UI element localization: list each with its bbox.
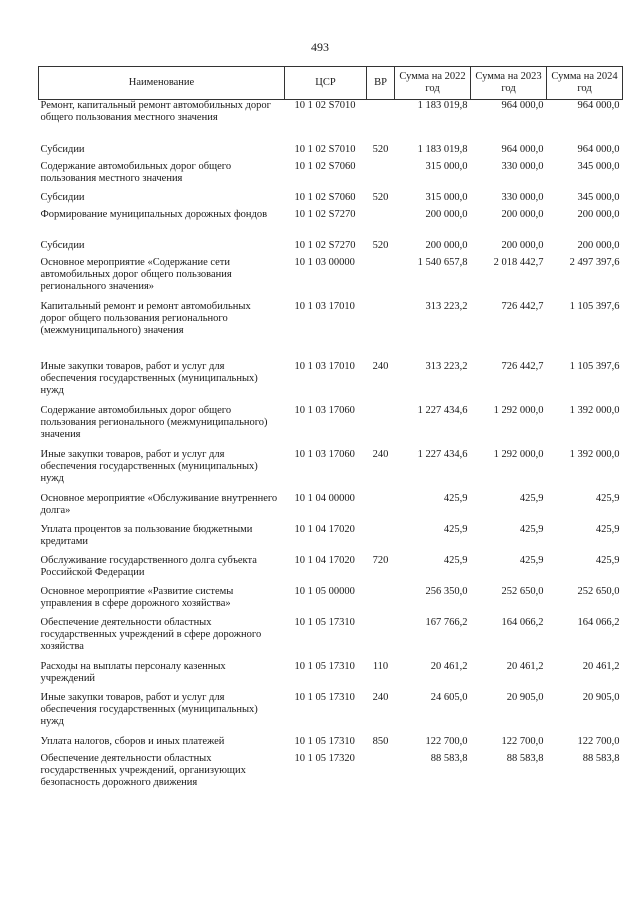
row-vr: 850 <box>372 735 389 747</box>
table-row <box>39 661 623 692</box>
header-name: Наименование <box>39 67 285 100</box>
row-sum-2022: 315 000,0 <box>425 191 468 203</box>
header-csr: ЦСР <box>285 67 367 100</box>
row-sum-2024: 122 700,0 <box>577 735 620 747</box>
row-sum-2023: 20 461,2 <box>506 660 544 672</box>
row-sum-2024: 20 461,2 <box>582 660 620 672</box>
row-sum-2023: 88 583,8 <box>506 752 544 764</box>
row-sum-2022: 167 766,2 <box>425 616 468 628</box>
table-row <box>39 161 623 192</box>
row-sum-2024: 1 105 397,6 <box>569 300 620 312</box>
row-vr: 240 <box>372 448 389 460</box>
row-name: Капитальный ремонт и ремонт автомобильных дорог общего пользования регионального (межмуниципального) значения <box>40 300 251 336</box>
table-row <box>39 301 623 361</box>
row-vr: 520 <box>372 191 389 203</box>
row-csr: 10 1 03 17060 <box>294 448 355 460</box>
row-csr: 10 1 02 S7060 <box>294 191 356 203</box>
row-csr: 10 1 03 17010 <box>294 300 355 312</box>
row-csr: 10 1 05 17310 <box>294 616 355 628</box>
row-vr <box>367 301 395 361</box>
row-sum-2024: 425,9 <box>595 492 620 504</box>
row-vr <box>367 161 395 192</box>
row-sum-2022: 122 700,0 <box>425 735 468 747</box>
row-sum-2022: 24 605,0 <box>430 691 468 703</box>
row-csr: 10 1 03 17060 <box>294 404 355 416</box>
header-vr: ВР <box>367 67 395 100</box>
row-sum-2022: 200 000,0 <box>425 208 468 220</box>
row-sum-2024: 425,9 <box>595 554 620 566</box>
row-csr: 10 1 05 17310 <box>294 660 355 672</box>
table-row <box>39 617 623 661</box>
table-row <box>39 736 623 753</box>
row-csr: 10 1 04 17020 <box>294 523 355 535</box>
row-sum-2023: 164 066,2 <box>501 616 544 628</box>
row-csr: 10 1 03 17010 <box>294 360 355 372</box>
row-sum-2022: 315 000,0 <box>425 160 468 172</box>
row-sum-2024: 345 000,0 <box>577 160 620 172</box>
row-name: Содержание автомобильных дорог общего пользования местного значения <box>40 160 232 184</box>
row-name: Обслуживание государственного долга субъекта Российской Федерации <box>40 554 257 578</box>
row-name: Основное мероприятие «Содержание сети автомобильных дорог общего пользования регионального значения» <box>40 256 232 292</box>
page-number: 493 <box>311 40 329 54</box>
row-sum-2023: 330 000,0 <box>501 191 544 203</box>
row-vr <box>367 257 395 301</box>
table-header-row <box>39 67 623 100</box>
row-sum-2022: 425,9 <box>443 492 468 504</box>
row-csr: 10 1 02 S7270 <box>294 239 356 251</box>
row-sum-2023: 1 292 000,0 <box>493 448 544 460</box>
table-row <box>39 100 623 144</box>
row-csr: 10 1 02 S7060 <box>294 160 356 172</box>
row-name: Основное мероприятие «Развитие системы управления в сфере дорожного хозяйства» <box>40 585 234 609</box>
row-sum-2024: 200 000,0 <box>577 208 620 220</box>
row-sum-2022: 20 461,2 <box>430 660 468 672</box>
row-sum-2024: 164 066,2 <box>577 616 620 628</box>
row-sum-2022: 200 000,0 <box>425 239 468 251</box>
row-name: Иные закупки товаров, работ и услуг для обеспечения государственных (муниципальных) нужд <box>40 691 258 727</box>
row-csr: 10 1 05 17310 <box>294 735 355 747</box>
row-vr <box>367 405 395 449</box>
row-sum-2022: 1 227 434,6 <box>417 404 468 416</box>
row-csr: 10 1 02 S7270 <box>294 208 356 220</box>
row-vr <box>367 209 395 240</box>
table-row <box>39 209 623 240</box>
row-sum-2023: 726 442,7 <box>501 360 544 372</box>
row-name: Уплата налогов, сборов и иных платежей <box>40 735 225 747</box>
row-name: Субсидии <box>40 143 85 155</box>
row-sum-2024: 964 000,0 <box>577 143 620 155</box>
row-sum-2022: 88 583,8 <box>430 752 468 764</box>
table-body <box>39 100 623 813</box>
row-csr: 10 1 05 17310 <box>294 691 355 703</box>
row-sum-2023: 330 000,0 <box>501 160 544 172</box>
row-vr <box>367 100 395 144</box>
row-sum-2022: 1 183 019,8 <box>417 100 468 111</box>
table-row <box>39 192 623 209</box>
row-sum-2023: 122 700,0 <box>501 735 544 747</box>
row-name: Обеспечение деятельности областных государственных учреждений в сфере дорожного хозяйства <box>40 616 262 652</box>
table-row <box>39 555 623 586</box>
row-csr: 10 1 02 S7010 <box>294 143 356 155</box>
row-sum-2024: 252 650,0 <box>577 585 620 597</box>
row-vr <box>367 617 395 661</box>
row-sum-2023: 726 442,7 <box>501 300 544 312</box>
row-sum-2023: 200 000,0 <box>501 239 544 251</box>
row-sum-2024: 88 583,8 <box>582 752 620 764</box>
row-sum-2024: 1 392 000,0 <box>569 448 620 460</box>
row-name: Иные закупки товаров, работ и услуг для обеспечения государственных (муниципальных) нужд <box>40 360 258 396</box>
row-sum-2023: 2 018 442,7 <box>493 256 544 268</box>
row-sum-2023: 425,9 <box>519 554 544 566</box>
row-sum-2024: 2 497 397,6 <box>569 256 620 268</box>
row-sum-2023: 425,9 <box>519 492 544 504</box>
row-csr: 10 1 03 00000 <box>294 256 355 268</box>
table-row <box>39 692 623 736</box>
row-sum-2023: 425,9 <box>519 523 544 535</box>
row-sum-2023: 964 000,0 <box>501 100 544 111</box>
row-sum-2023: 20 905,0 <box>506 691 544 703</box>
row-sum-2022: 425,9 <box>443 523 468 535</box>
table-row <box>39 240 623 257</box>
table-row <box>39 493 623 524</box>
row-sum-2024: 1 392 000,0 <box>569 404 620 416</box>
row-sum-2024: 425,9 <box>595 523 620 535</box>
row-name: Расходы на выплаты персоналу казенных учреждений <box>40 660 226 684</box>
row-vr: 240 <box>372 691 389 703</box>
row-sum-2022: 1 227 434,6 <box>417 448 468 460</box>
budget-table <box>38 66 623 813</box>
row-sum-2022: 256 350,0 <box>425 585 468 597</box>
header-sum-2024: Сумма на 2024 год <box>547 67 623 100</box>
row-sum-2024: 1 105 397,6 <box>569 360 620 372</box>
row-sum-2022: 425,9 <box>443 554 468 566</box>
row-vr <box>367 524 395 555</box>
table-row <box>39 405 623 449</box>
row-sum-2024: 200 000,0 <box>577 239 620 251</box>
row-name: Иные закупки товаров, работ и услуг для обеспечения государственных (муниципальных) нужд <box>40 448 258 484</box>
row-csr: 10 1 02 S7010 <box>294 100 356 111</box>
row-sum-2024: 964 000,0 <box>577 100 620 111</box>
table-row <box>39 753 623 813</box>
row-csr: 10 1 04 00000 <box>294 492 355 504</box>
row-sum-2023: 200 000,0 <box>501 208 544 220</box>
row-name: Субсидии <box>40 191 85 203</box>
row-name: Обеспечение деятельности областных государственных учреждений, организующих безопасность дорожного движения <box>40 752 246 788</box>
row-name: Основное мероприятие «Обслуживание внутреннего долга» <box>40 492 278 516</box>
row-name: Уплата процентов за пользование бюджетными кредитами <box>40 523 253 547</box>
row-vr: 110 <box>372 660 389 672</box>
row-sum-2022: 313 223,2 <box>425 360 468 372</box>
row-csr: 10 1 05 00000 <box>294 585 355 597</box>
header-sum-2022: Сумма на 2022 год <box>395 67 471 100</box>
row-vr <box>367 493 395 524</box>
table-row <box>39 586 623 617</box>
table-row <box>39 449 623 493</box>
table-row <box>39 257 623 301</box>
table-row <box>39 361 623 405</box>
row-name: Содержание автомобильных дорог общего пользования регионального (межмуниципального) значения <box>40 404 268 440</box>
table-row <box>39 524 623 555</box>
row-vr: 720 <box>372 554 389 566</box>
row-sum-2022: 1 183 019,8 <box>417 143 468 155</box>
row-sum-2023: 1 292 000,0 <box>493 404 544 416</box>
row-sum-2023: 252 650,0 <box>501 585 544 597</box>
row-vr <box>367 586 395 617</box>
row-name: Ремонт, капитальный ремонт автомобильных дорог общего пользования местного значения <box>40 100 271 123</box>
row-vr: 520 <box>372 239 389 251</box>
row-vr: 520 <box>372 143 389 155</box>
row-name: Субсидии <box>40 239 85 251</box>
row-name: Формирование муниципальных дорожных фондов <box>40 208 268 220</box>
row-csr: 10 1 04 17020 <box>294 554 355 566</box>
row-csr: 10 1 05 17320 <box>294 752 355 764</box>
table-row <box>39 144 623 161</box>
row-sum-2024: 345 000,0 <box>577 191 620 203</box>
row-sum-2022: 1 540 657,8 <box>417 256 468 268</box>
row-sum-2023: 964 000,0 <box>501 143 544 155</box>
row-vr <box>367 753 395 813</box>
row-sum-2024: 20 905,0 <box>582 691 620 703</box>
header-sum-2023: Сумма на 2023 год <box>471 67 547 100</box>
row-sum-2022: 313 223,2 <box>425 300 468 312</box>
row-vr: 240 <box>372 360 389 372</box>
